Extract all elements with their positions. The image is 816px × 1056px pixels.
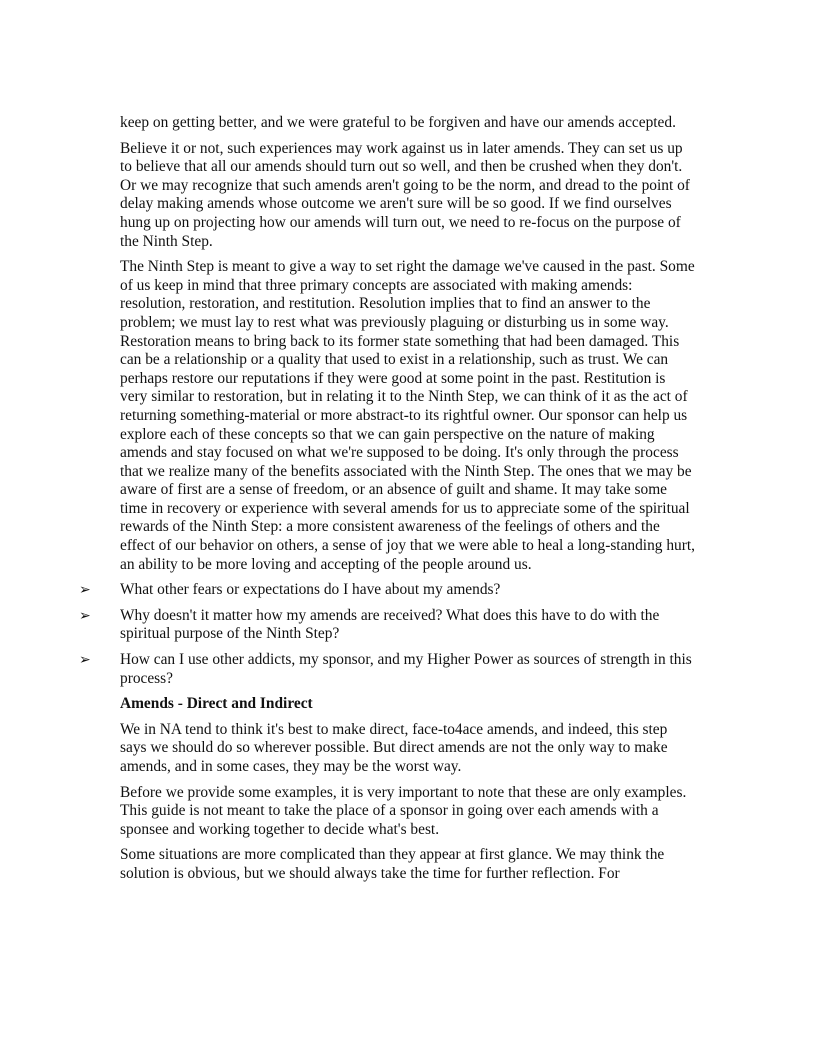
paragraph-ninth-step-purpose: The Ninth Step is meant to give a way to set right the damage we've caused in the past. Some of us keep in mind that three primary concepts are associated with making amends: resolution, restoration, and restitution. Resolution implies that to find an answer to the problem; we must lay to rest what was previously plaguing or disturbing us in some way. Restoration means to bring back to its former state something that had been damaged. This can be a relationship or a quality that used to exist in a relationship, such as trust. We can perhaps restore our reputations if they were good at some point in the past. Restitution is very similar to restoration, but in relating it to the Ninth Step, we can think of it as the act of returning something-material or more abstract-to its rightful owner. Our sponsor can help us explore each of these concepts so that we can gain perspective on the nature of making amends and stay focused on what we're supposed to be doing. It's only through the process that we realize many of the benefits associated with the Ninth Step. The ones that we may be aware of first are a sense of freedom, or an absence of guilt and shame. It may take some time in recovery or experience with several amends for us to appreciate some of the spiritual rewards of the Ninth Step: a more consistent awareness of the feelings of others and the effect of our behavior on others, a sense of joy that we were able to heal a long-standing hurt, an ability to be more loving and accepting of the people around us. — [120, 258, 695, 573]
paragraph-continuation: keep on getting better, and we were grateful to be forgiven and have our amends accepted. — [120, 114, 676, 131]
document-page — [79, 114, 695, 891]
question-text: How can I use other addicts, my sponsor, and my Higher Power as sources of strength in this process? — [120, 651, 692, 687]
question-text: Why doesn't it matter how my amends are received? What does this have to do with the spiritual purpose of the Ninth Step? — [120, 606, 660, 643]
arrow-bullet-icon: ➢ — [79, 607, 91, 624]
paragraph-complicated-situations: Some situations are more complicated than they appear at first glance. We may think the solution is obvious, but we should always take the time for further reflection. For — [120, 846, 665, 882]
arrow-bullet-icon: ➢ — [79, 582, 91, 599]
paragraph-direct-amends: We in NA tend to think it's best to make direct, face-to4ace amends, and indeed, this step says we should do so wherever possible. But direct amends are not the only way to make amends, and in some cases, they may be the worst way. — [120, 720, 668, 775]
question-list — [79, 581, 695, 688]
question-text: What other fears or expectations do I have about my amends? — [120, 581, 501, 599]
question-item — [79, 606, 695, 644]
question-item — [79, 581, 695, 600]
paragraph-later-amends: Believe it or not, such experiences may work against us in later amends. They can set us up to believe that all our amends should turn out so well, and then be crushed when they don't. Or we may recognize that such amends aren't going to be the norm, and dread to the point of delay making amends whose outcome we aren't sure will be so good. If we find ourselves hung up on projecting how our amends will turn out, we need to re-focus on the purpose of the Ninth Step. — [120, 139, 690, 250]
section-heading: Amends - Direct and Indirect — [120, 695, 313, 713]
paragraph-examples-note: Before we provide some examples, it is very important to note that these are only examples. This guide is not meant to take the place of a sponsor in going over each amends with a sponsee and working together to decide what's best. — [120, 783, 687, 838]
arrow-bullet-icon: ➢ — [79, 652, 91, 669]
question-item — [79, 651, 695, 688]
